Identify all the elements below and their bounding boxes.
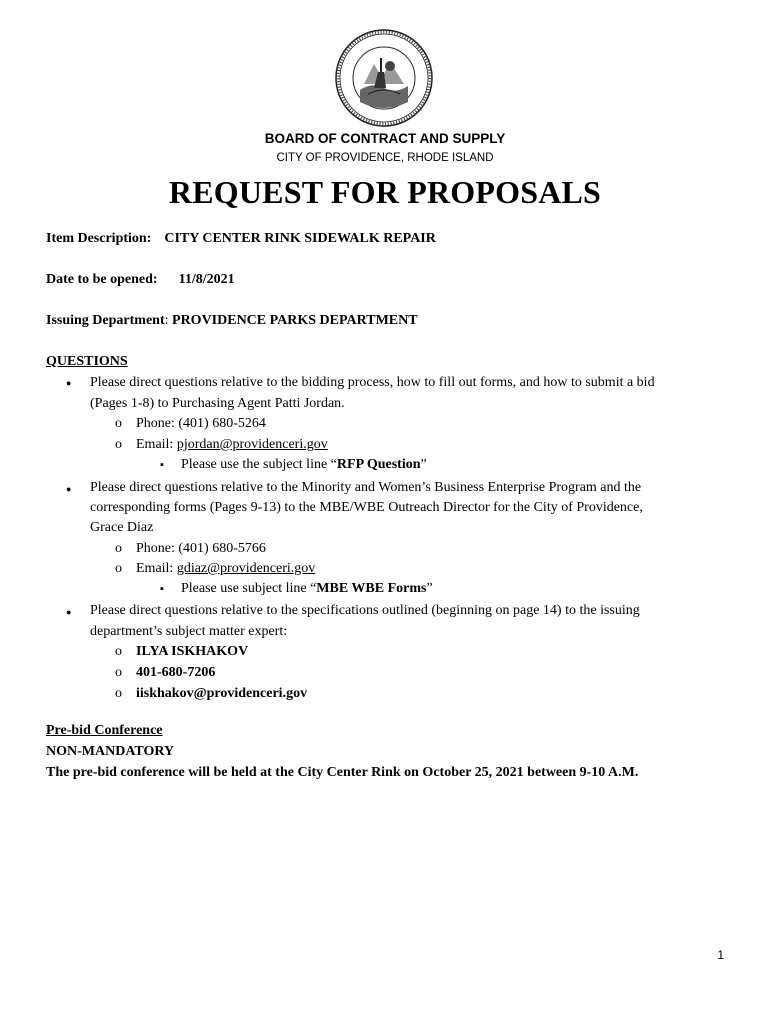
issuing-department-value: PROVIDENCE PARKS DEPARTMENT	[172, 313, 418, 328]
question-bullet-3-line-1: Please direct questions relative to the specifications outlined (beginning on page 14) to the issuing	[90, 603, 640, 618]
expert-name: ILYA ISKHAKOV	[136, 644, 249, 659]
item-description-value: CITY CENTER RINK SIDEWALK REPAIR	[164, 231, 436, 246]
subject-line-text: Please use the subject line “	[181, 457, 337, 472]
city-name: CITY OF PROVIDENCE, RHODE ISLAND	[276, 152, 494, 164]
rfp-subject-line	[181, 457, 427, 473]
document-title: REQUEST FOR PROPOSALS	[168, 174, 602, 210]
issuing-department-label: Issuing Department	[46, 313, 165, 328]
prebid-details: The pre-bid conference will be held at the City Center Rink on October 25, 2021 between 9-10 A.M.	[46, 765, 639, 780]
email-label: Email:	[136, 437, 177, 452]
email-label: Email:	[136, 561, 177, 576]
city-seal-logo	[334, 28, 434, 128]
subject-line-bold: MBE WBE Forms	[316, 581, 427, 596]
question-bullet-2-line-1: Please direct questions relative to the Minority and Women’s Business Enterprise Program and the	[90, 480, 642, 495]
expert-email[interactable]: iiskhakov@providenceri.gov	[136, 686, 308, 701]
circle-bullet-icon: o	[115, 561, 122, 576]
question-bullet-3-line-2: department’s subject matter expert:	[90, 624, 288, 639]
subject-line-bold: RFP Question	[336, 457, 421, 472]
purchasing-email-link[interactable]: pjordan@providenceri.gov	[176, 437, 328, 452]
circle-bullet-icon: o	[115, 665, 122, 680]
mbe-email-link[interactable]: gdiaz@providenceri.gov	[176, 561, 316, 576]
bullet-disc-icon: ●	[66, 607, 72, 617]
bullet-disc-icon: ●	[66, 378, 72, 388]
circle-bullet-icon: o	[115, 437, 122, 452]
mbe-email-row	[136, 561, 315, 577]
circle-bullet-icon: o	[115, 644, 122, 659]
circle-bullet-icon: o	[115, 541, 122, 556]
circle-bullet-icon: o	[115, 416, 122, 431]
mbe-subject-line	[181, 581, 433, 597]
question-bullet-1-line-2: (Pages 1-8) to Purchasing Agent Patti Jordan.	[90, 396, 345, 411]
board-name: BOARD OF CONTRACT AND SUPPLY	[264, 131, 506, 146]
date-opened-label: Date to be opened:	[46, 272, 158, 287]
subject-line-close: ”	[426, 581, 433, 596]
date-opened-row	[46, 272, 235, 288]
prebid-heading: Pre-bid Conference	[46, 723, 163, 738]
item-description-label: Item Description:	[46, 231, 152, 246]
subject-line-text: Please use subject line “	[181, 581, 317, 596]
question-bullet-2-line-2: corresponding forms (Pages 9-13) to the MBE/WBE Outreach Director for the City of Providence,	[90, 500, 643, 515]
issuing-department-colon: :	[164, 313, 169, 328]
question-bullet-2-line-3: Grace Diaz	[90, 520, 154, 535]
date-opened-value: 11/8/2021	[178, 272, 235, 287]
subject-line-close: ”	[420, 457, 427, 472]
item-description-row	[46, 231, 436, 247]
expert-phone: 401-680-7206	[136, 665, 216, 680]
issuing-department-row	[46, 313, 418, 329]
square-bullet-icon: ▪	[160, 583, 164, 595]
bullet-disc-icon: ●	[66, 484, 72, 494]
question-bullet-1-line-1: Please direct questions relative to the bidding process, how to fill out forms, and how to submit a bid	[90, 375, 655, 390]
questions-heading: QUESTIONS	[46, 354, 128, 369]
purchasing-phone: Phone: (401) 680-5264	[136, 416, 266, 431]
mbe-phone: Phone: (401) 680-5766	[136, 541, 266, 556]
prebid-mandatory-status: NON-MANDATORY	[46, 744, 175, 759]
page-number: 1	[717, 948, 724, 962]
circle-bullet-icon: o	[115, 686, 122, 701]
square-bullet-icon: ▪	[160, 459, 164, 471]
purchasing-email-row	[136, 437, 328, 453]
